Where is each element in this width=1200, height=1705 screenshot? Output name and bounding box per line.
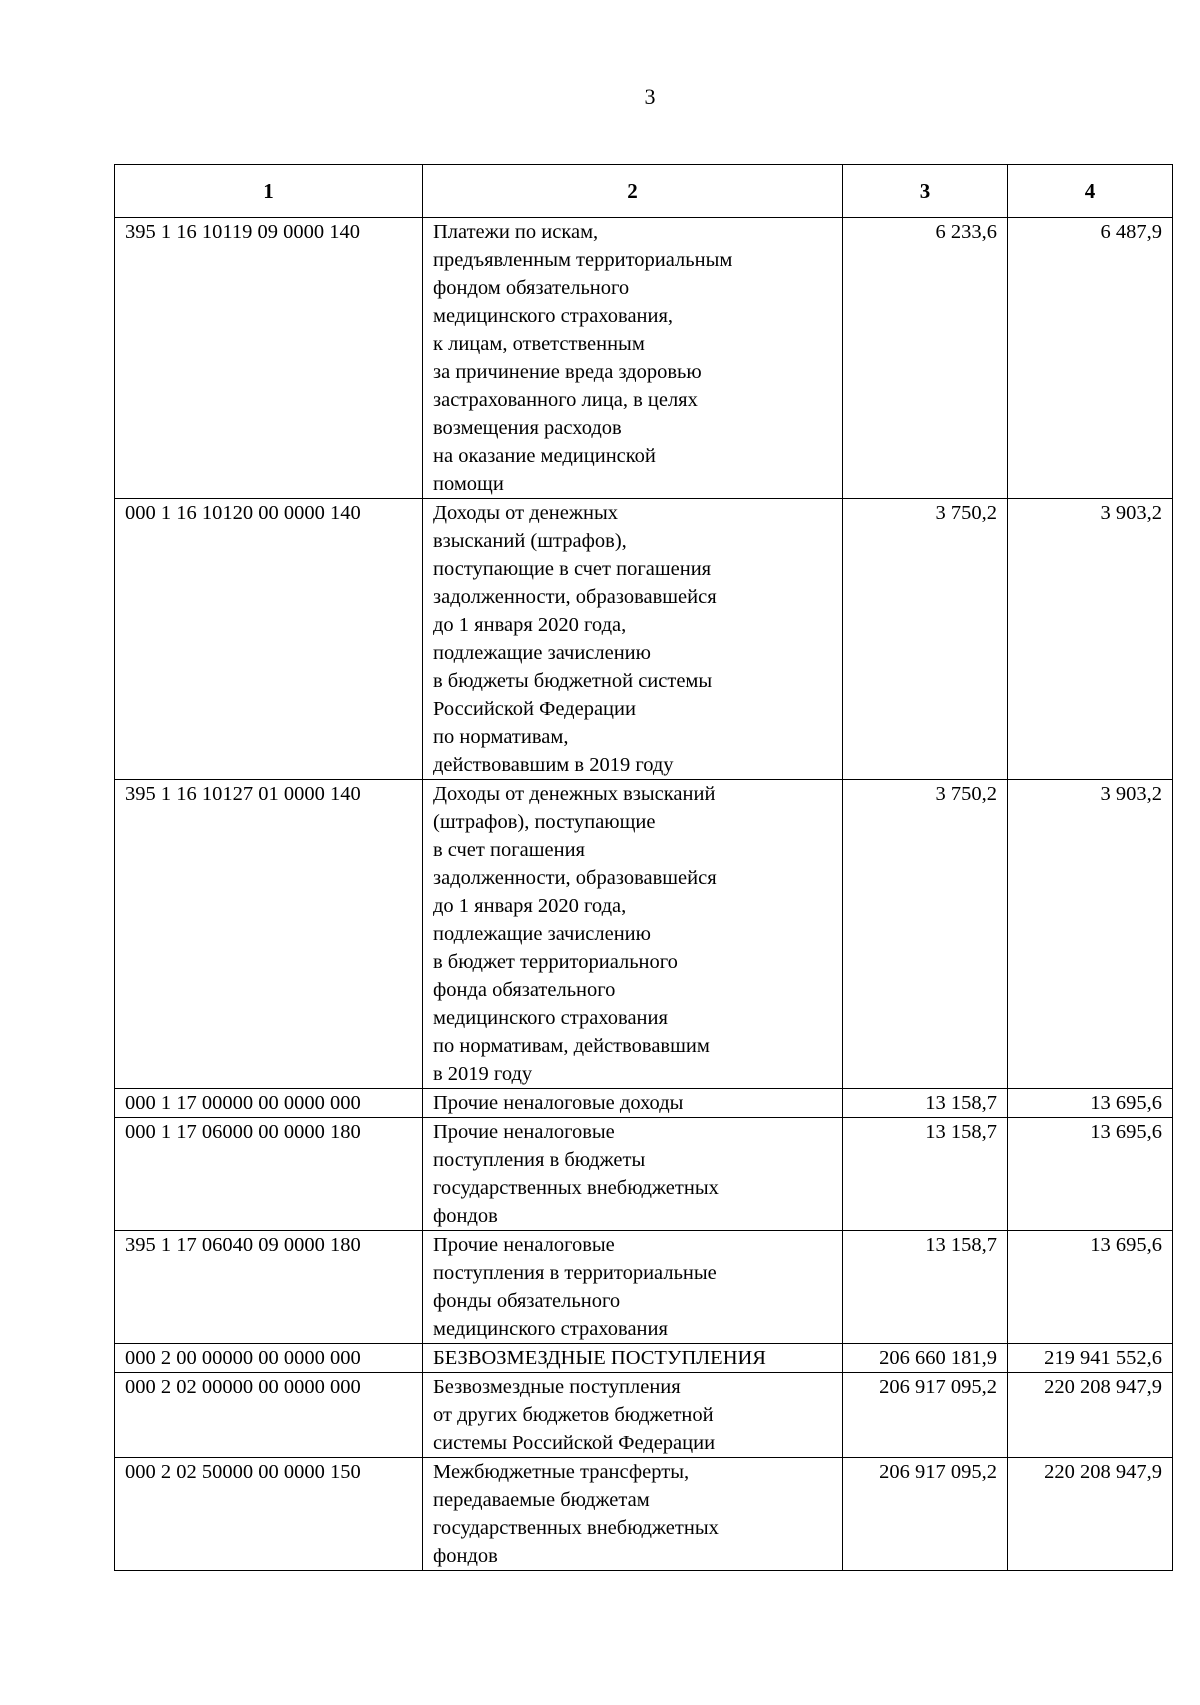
- amount-col-3: 6 233,6: [843, 218, 1008, 499]
- amount-col-4: 6 487,9: [1008, 218, 1173, 499]
- table-row: [115, 218, 1173, 499]
- amount-col-4: 13 695,6: [1008, 1089, 1173, 1118]
- budget-code: 395 1 16 10127 01 0000 140: [115, 780, 423, 1089]
- budget-code: 395 1 17 06040 09 0000 180: [115, 1231, 423, 1344]
- table-body: [115, 218, 1173, 1571]
- table-row: [115, 1089, 1173, 1118]
- amount-col-3: 206 660 181,9: [843, 1344, 1008, 1373]
- amount-col-4: 220 208 947,9: [1008, 1373, 1173, 1458]
- revenue-name: Прочие неналоговые доходы: [423, 1089, 843, 1118]
- amount-col-3: 13 158,7: [843, 1089, 1008, 1118]
- revenue-name: БЕЗВОЗМЕЗДНЫЕ ПОСТУПЛЕНИЯ: [423, 1344, 843, 1373]
- budget-code: 395 1 16 10119 09 0000 140: [115, 218, 423, 499]
- revenue-name: Доходы от денежных взысканий (штрафов), поступающие в счет погашения задолженности, образовавшейся до 1 января 2020 года, подлежащие зачислению в бюджеты бюджетной системы Российской Федерации по нормативам, действовавшим в 2019 году: [423, 499, 843, 780]
- header-col-2: 2: [423, 165, 843, 218]
- table-row: [115, 1231, 1173, 1344]
- revenue-name: Платежи по искам, предъявленным территориальным фондом обязательного медицинского страхования, к лицам, ответственным за причинение вреда здоровью застрахованного лица, в целях возмещения расходов на оказание медицинской помощи: [423, 218, 843, 499]
- amount-col-4: 220 208 947,9: [1008, 1458, 1173, 1571]
- budget-code: 000 2 00 00000 00 0000 000: [115, 1344, 423, 1373]
- budget-code: 000 1 17 00000 00 0000 000: [115, 1089, 423, 1118]
- amount-col-3: 206 917 095,2: [843, 1458, 1008, 1571]
- header-col-3: 3: [843, 165, 1008, 218]
- amount-col-4: 219 941 552,6: [1008, 1344, 1173, 1373]
- amount-col-3: 13 158,7: [843, 1118, 1008, 1231]
- amount-col-3: 206 917 095,2: [843, 1373, 1008, 1458]
- budget-code: 000 2 02 00000 00 0000 000: [115, 1373, 423, 1458]
- budget-code: 000 2 02 50000 00 0000 150: [115, 1458, 423, 1571]
- budget-revenue-table: [114, 164, 1173, 1571]
- table-row: [115, 1458, 1173, 1571]
- budget-code: 000 1 16 10120 00 0000 140: [115, 499, 423, 780]
- table-row: [115, 1118, 1173, 1231]
- amount-col-4: 13 695,6: [1008, 1231, 1173, 1344]
- amount-col-4: 3 903,2: [1008, 780, 1173, 1089]
- revenue-name: Прочие неналоговые поступления в территориальные фонды обязательного медицинского страхования: [423, 1231, 843, 1344]
- table-row: [115, 499, 1173, 780]
- amount-col-3: 13 158,7: [843, 1231, 1008, 1344]
- table-row: [115, 1344, 1173, 1373]
- table-row: [115, 780, 1173, 1089]
- amount-col-4: 13 695,6: [1008, 1118, 1173, 1231]
- header-col-1: 1: [115, 165, 423, 218]
- revenue-name: Прочие неналоговые поступления в бюджеты государственных внебюджетных фондов: [423, 1118, 843, 1231]
- table-row: [115, 1373, 1173, 1458]
- amount-col-3: 3 750,2: [843, 780, 1008, 1089]
- revenue-name: Межбюджетные трансферты, передаваемые бюджетам государственных внебюджетных фондов: [423, 1458, 843, 1571]
- header-row: [115, 165, 1173, 218]
- table-header: [115, 165, 1173, 218]
- budget-code: 000 1 17 06000 00 0000 180: [115, 1118, 423, 1231]
- amount-col-3: 3 750,2: [843, 499, 1008, 780]
- amount-col-4: 3 903,2: [1008, 499, 1173, 780]
- header-col-4: 4: [1008, 165, 1173, 218]
- page-number: 3: [644, 84, 656, 109]
- revenue-name: Доходы от денежных взысканий (штрафов), поступающие в счет погашения задолженности, образовавшейся до 1 января 2020 года, подлежащие зачислению в бюджет территориального фонда обязательного медицинского страхования по нормативам, действовавшим в 2019 году: [423, 780, 843, 1089]
- revenue-name: Безвозмездные поступления от других бюджетов бюджетной системы Российской Федерации: [423, 1373, 843, 1458]
